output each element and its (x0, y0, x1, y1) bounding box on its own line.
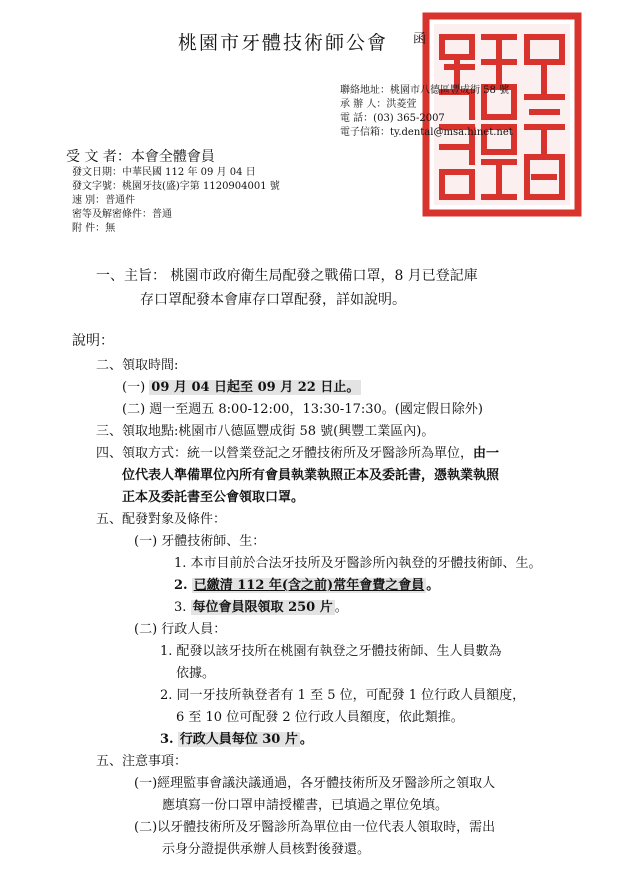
item-number: 2. (174, 578, 188, 593)
meta-label: 速 別： (72, 195, 106, 206)
recipient-label: 受 文 者： (66, 149, 131, 165)
contact-phone: 電 話：(03) 365-2007 (340, 113, 445, 124)
membership-fee-condition: 已繳清 112 年(含之前)常年會費之會員 (193, 578, 425, 593)
section-5-2-item-2a: 2. 同一牙技所執登者有 1 至 5 位，可配發 1 位行政人員額度， (160, 688, 526, 703)
subject-line-2: 存口罩配發本會庫存口罩配發，詳如說明。 (140, 292, 406, 308)
pickup-date-range: 09 月 04 日起至 09 月 22 日止。 (151, 380, 360, 395)
item-prefix: (一) (122, 380, 146, 395)
meta-label: 附 件： (72, 223, 106, 234)
recipient-value: 本會全體會員 (130, 149, 215, 165)
section-5-heading: 五、配發對象及條件： (96, 512, 227, 527)
section-3-location: 三、領取地點:桃園市八德區豐成街 58 號(興豐工業區內)。 (96, 424, 435, 439)
meta-date (72, 166, 256, 179)
meta-doc-number (72, 180, 280, 193)
contact-handler: 承 辦 人：洪菱萱 (340, 99, 417, 110)
section-6-item-1b: 應填寫一份口罩申請授權書，已填過之單位免填。 (162, 798, 449, 813)
section-4-line-2: 位代表人準備單位內所有會員執業執照正本及委託書，憑執業執照 (122, 468, 500, 483)
meta-confidentiality (72, 208, 172, 221)
section-5-1-item-3 (174, 596, 348, 615)
explain-label: 說明： (72, 333, 114, 349)
section-4-line-1 (96, 442, 499, 461)
item-end: 。 (334, 600, 348, 615)
section-5-2-item-1a: 1. 配發以該牙技所在桃園有執登之牙體技術師、生人員數為 (160, 644, 502, 659)
official-seal-stamp (422, 12, 582, 217)
meta-speed (72, 194, 135, 207)
item-end: 。 (426, 578, 440, 593)
section-5-2-item-1b: 依據。 (176, 666, 216, 681)
item-number: 3. (174, 600, 187, 615)
section-5-2-item-3 (160, 728, 313, 747)
contact-address: 聯絡地址：桃園市八德區豐成街 58 號 (340, 85, 510, 96)
meta-value: 中華民國 112 年 09 月 04 日 (122, 167, 256, 178)
section-2-item-2: (二) 週一至週五 8:00-12:00，13:30-17:30。(國定假日除外) (122, 402, 483, 417)
meta-value: 普通 (152, 209, 172, 220)
org-title: 桃園市牙體技術師公會 (178, 32, 389, 54)
section-5-1-item-2 (174, 574, 439, 593)
contact-email: 電子信箱：ty.dental@msa.hinet.net (340, 127, 513, 138)
section-6-item-2a: (二)以牙體技術所及牙醫診所為單位由一位代表人領取時，需出 (134, 820, 496, 835)
section-4-line-3: 正本及委託書至公會領取口罩。 (122, 490, 305, 505)
section-5-1-heading: (一) 牙體技術師、生： (134, 534, 266, 549)
meta-value: 桃園牙技(盛)字第 1120904001 號 (122, 181, 280, 192)
subject-line-1: 一、主旨： 桃園市政府衛生局配發之戰備口罩，8 月已登記庫 (96, 268, 478, 284)
recipient-line (66, 146, 215, 166)
meta-value: 無 (105, 223, 116, 234)
section-5-2-heading: (二) 行政人員： (134, 622, 227, 637)
section-5-2-item-2b: 6 至 10 位可配發 2 位行政人員額度，依此類推。 (176, 710, 464, 725)
meta-label: 發文字號： (72, 181, 122, 192)
section-4-text: 四、領取方式：統一以營業登記之牙體技術所及牙醫診所為單位， (96, 446, 474, 461)
meta-label: 密等及解密條件： (72, 209, 152, 220)
section-2-item-1 (122, 376, 361, 395)
meta-value: 普通件 (105, 195, 136, 206)
section-6-heading: 五、注意事項： (96, 754, 188, 769)
member-quota: 每位會員限領取 250 片 (192, 600, 333, 615)
document-type-mark: 函 (413, 32, 427, 47)
section-2-heading: 二、領取時間: (96, 358, 179, 373)
section-5-1-item-1: 1. 本市目前於合法牙技所及牙醫診所內執登的牙體技術師、生。 (174, 556, 542, 571)
section-6-item-2b: 示身分證提供承辦人員核對後發還。 (162, 842, 371, 857)
section-6-item-1a: (一)經理監事會議決議通過，各牙體技術所及牙醫診所之領取人 (134, 776, 496, 791)
item-end: 。 (299, 732, 313, 747)
meta-attachment (72, 222, 115, 235)
admin-quota: 行政人員每位 30 片 (179, 732, 298, 747)
item-number: 3. (160, 732, 174, 747)
section-4-bold-text: 由一 (473, 446, 500, 461)
meta-label: 發文日期： (72, 167, 122, 178)
